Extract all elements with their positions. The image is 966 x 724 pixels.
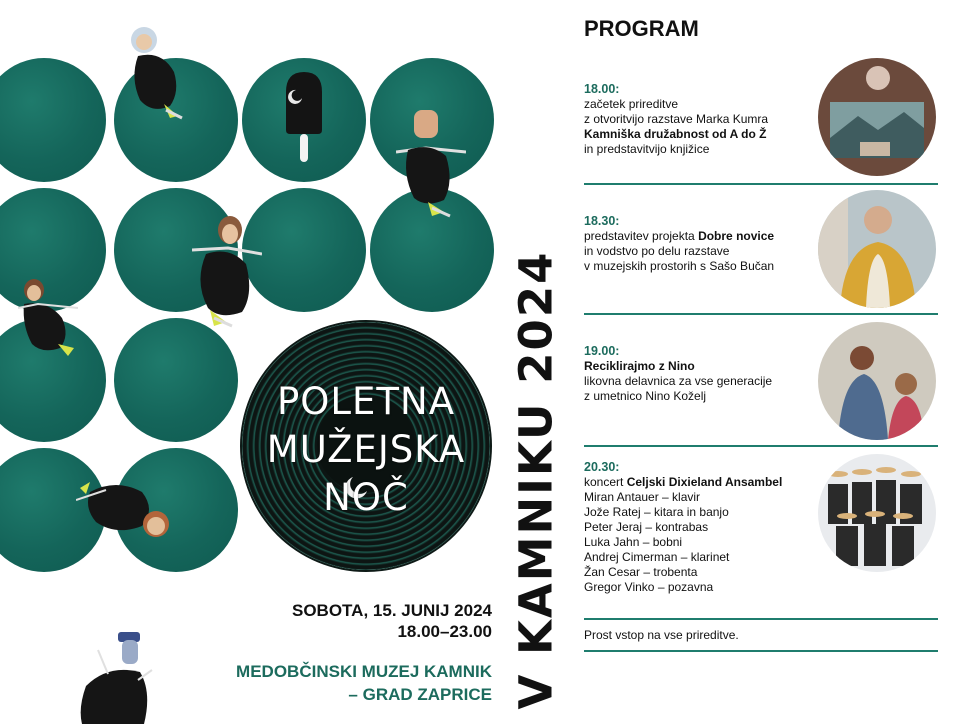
item-line: in vodstvo po delu razstave [584,244,730,258]
item-time: 20.30: [584,460,620,474]
poster-title-line-3: NOČ [323,476,409,519]
moth-figure-icon [78,630,154,724]
item-line: z umetnico Nino Koželj [584,389,707,403]
program-divider [584,313,938,315]
item-bold: Dobre novice [698,229,775,243]
musician-line: Miran Antauer – klavir [584,490,701,504]
item-text: koncert [584,475,627,489]
vertical-title: V KAMNIKU 2024 [509,250,563,710]
musician-line: Jože Ratej – kitara in banjo [584,505,729,519]
musician-line: Peter Jeraj – kontrabas [584,520,709,534]
poster-title-line-1: POLETNA [276,380,456,423]
item-bold: Kamniška družabnost od A do Ž [584,127,767,141]
item-line: v muzejskih prostorih s Sašo Bučan [584,259,775,273]
moth-figure-icon [192,214,262,330]
event-date: SOBOTA, 15. JUNIJ 2024 [292,601,492,620]
program-item [584,460,812,595]
popsicle-icon [282,70,326,166]
program-heading: PROGRAM [584,16,699,41]
program-item [584,214,812,274]
item-line [584,475,812,490]
program-divider [584,650,938,652]
poster-title-line-2: MUŽEJSKA [266,428,466,471]
musician-line: Luka Jahn – bobni [584,535,683,549]
event-time: 18.00–23.00 [397,622,492,641]
item-text: predstavitev projekta [584,229,699,243]
musician-line: Andrej Cimerman – klarinet [584,550,730,564]
green-circle [0,58,106,182]
photo-workshop [818,322,936,440]
vertical-title-wrap [500,250,572,710]
venue-line-1: MEDOBČINSKI MUZEJ KAMNIK [236,662,492,681]
item-line: z otvoritvijo razstave Marka Kumra [584,112,769,126]
item-line: začetek prireditve [584,97,679,111]
item-line [584,127,812,142]
item-time: 18.00: [584,82,620,96]
moth-figure-icon [76,474,176,542]
venue-line-2: – GRAD ZAPRICE [348,685,492,704]
photo-woman-guide [818,190,936,308]
photo-dixieland-band [818,454,936,572]
item-bold: Reciklirajmo z Nino [584,359,695,373]
venue-block [200,660,492,706]
program-divider [584,618,938,620]
program-divider [584,445,938,447]
program-item [584,82,812,157]
item-line: in predstavitvijo knjižice [584,142,710,156]
moth-figure-icon [18,278,82,360]
date-block [260,600,492,642]
item-line: likovna delavnica za vse generacije [584,374,773,388]
item-line [584,359,812,374]
program-divider [584,183,938,185]
moth-figure-icon [396,108,466,222]
item-line [584,229,812,244]
free-entry-note: Prost vstop na vse prireditve. [584,628,739,642]
musician-line: Žan Cesar – trobenta [584,565,698,579]
photo-artist-painting [818,58,936,176]
item-time: 18.30: [584,214,620,228]
program-item [584,344,812,404]
item-time: 19.00: [584,344,620,358]
item-bold: Celjski Dixieland Ansambel [626,475,783,489]
musician-line: Gregor Vinko – pozavna [584,580,714,594]
moth-figure-icon [122,22,192,126]
green-circle [114,318,238,442]
